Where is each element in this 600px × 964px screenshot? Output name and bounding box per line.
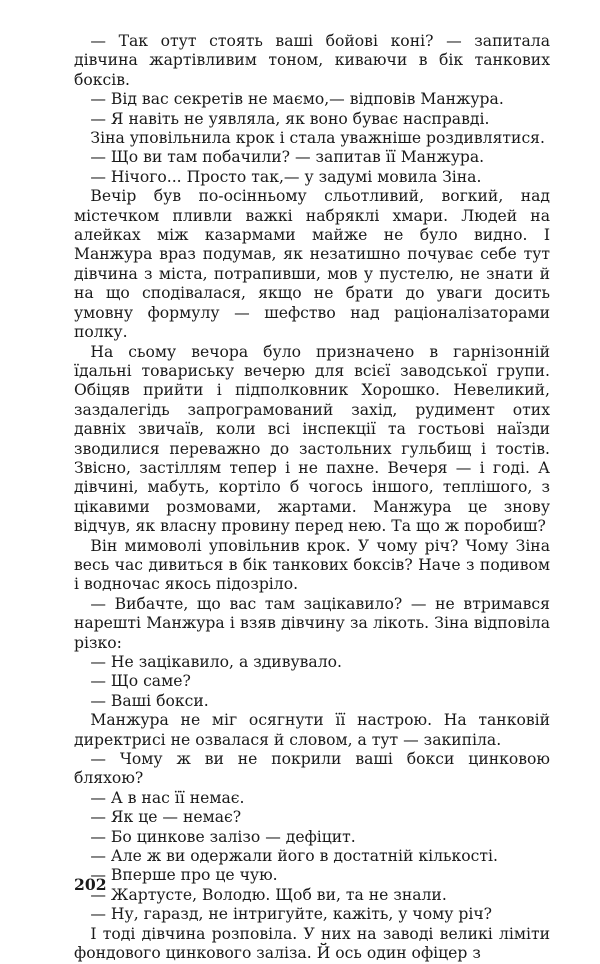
- dialogue-line: — Я навіть не уявляла, як воно буває насправді.: [90, 109, 490, 128]
- dialogue-line: — Нічого... Просто так,— у задумі мовила Зіна.: [90, 167, 482, 186]
- book-page-text: [74, 32, 550, 964]
- dialogue-line: — Чому ж ви не покрили ваші бокси цинковою бляхою?: [74, 750, 550, 788]
- narration-line: Зіна уповільнила крок і стала уважніше роздивлятися.: [90, 129, 545, 148]
- dialogue-line: — Ну, гаразд, не інтригуйте, кажіть, у чому річ?: [90, 905, 492, 924]
- dialogue-line: — Але ж ви одержали його в достатній кількості.: [90, 847, 498, 866]
- dialogue-line: — А в нас її немає.: [90, 788, 245, 807]
- narration-paragraph: Він мимоволі уповільнив крок. У чому річ? Чому Зіна весь час дивиться в бік танкових боксів? Наче з подивом і водночас якось підозріло.: [74, 536, 550, 594]
- dialogue-line: — Жартусте, Володю. Щоб ви, та не знали.: [90, 885, 447, 904]
- dialogue-line: — Від вас секретів не маємо,— відповів Манжура.: [90, 90, 504, 109]
- dialogue-line: — Що ви там побачили? — запитав її Манжура.: [90, 148, 485, 167]
- dialogue-line: — Не зацікавило, а здивувало.: [90, 653, 342, 671]
- dialogue-line: — Що саме?: [90, 672, 191, 691]
- dialogue-line: — Так отут стоять ваші бойові коні? — запитала дівчина жартівливим тоном, киваючи в бік танкових боксів.: [74, 32, 550, 89]
- dialogue-line: — Вперше про це чую.: [90, 866, 278, 885]
- narration-paragraph: Манжура не міг осягнути її настрою. На танковій директрисі не озвалася й словом, а тут — закипіла.: [74, 711, 550, 749]
- narration-paragraph: На сьому вечора було призначено в гарнізонній їдальні товариську вечерю для всієї заводської групи. Обіцяв прийти і підполковник Хорошко. Невеликий, заздалегідь запрограмований захід, рудимент отих давніх звичаїв, коли всі інспекції та гостьові наїзди зводилися переважно до застольних гульбищ і тостів. Звісно, застіллям тепер і не пахне. Вечеря — і годі. А дівчині, мабуть, кортіло б чогось іншого, теплішого, з цікавими розмовами, жартами. Манжура це знову відчув, як власну провину перед нею. Та що ж поробиш?: [74, 342, 550, 536]
- dialogue-line: — Ваші бокси.: [90, 691, 209, 710]
- page-number: 202: [74, 875, 107, 894]
- dialogue-line: — Як це — немає?: [90, 808, 242, 827]
- dialogue-line: — Бо цинкове залізо — дефіцит.: [90, 827, 356, 846]
- narration-paragraph: Вечір був по-осінньому сльотливий, вогкий, над містечком пливли важкі набряклі хмари. Людей на алейках між казармами майже не було видно. І Манжура враз подумав, як незатишно почуває себе тут дівчина з міста, потрапивши, мов у пустелю, не знати й на що сподівалася, якщо не брати до уваги досить умовну формулу — шефство над раціоналізаторами полку.: [74, 187, 550, 342]
- narration-paragraph: І тоді дівчина розповіла. У них на заводі великі ліміти фондового цинкового заліза. Й ось один офіцер з: [74, 924, 550, 963]
- dialogue-line: — Вибачте, що вас там зацікавило? — не втримався нарешті Манжура і взяв дівчину за лікоть. Зіна відповіла різко:: [74, 594, 550, 652]
